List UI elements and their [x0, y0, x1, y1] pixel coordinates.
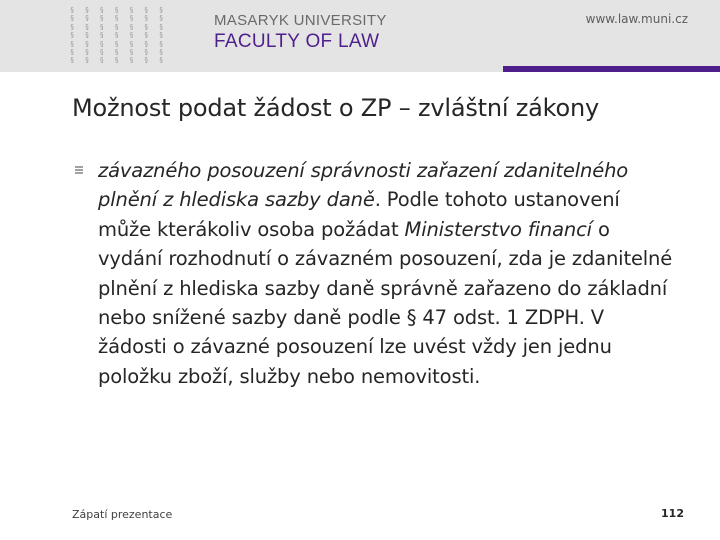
page-number: 112 [661, 507, 684, 520]
bullet-text-part-1: . Podle tohoto ustanovení může kterákoliv osoba požádat [98, 188, 620, 241]
faculty-name: FACULTY OF LAW [214, 31, 380, 52]
header-accent-bar [503, 66, 720, 72]
bullet-marker-icon [75, 166, 83, 174]
bullet-italic-term: závazného posouzení správnosti zařazení zdanitelného plnění z hlediska sazby daně [98, 159, 629, 212]
university-name: MASARYK UNIVERSITY [214, 12, 387, 29]
bullet-text-part-2: o vydání rozhodnutí o závazném posouzení, zda je zdanitelné plnění z hlediska sazby daně správně zařazeno do základní nebo snížené sazby daně podle § 47 odst. 1 ZDPH. V žádosti o závazné posouzení lze uvést vždy jen jednu položku zboží, služby nebo nemovitosti. [98, 217, 673, 388]
footer-text: Zápatí prezentace [72, 508, 173, 521]
slide-header [0, 0, 720, 72]
section-sign-pattern-icon: § § § § § § § § § § § § § § § § § § § § § § § § § § § § § § § § § § § § § § § § § § § § § § § § § [70, 6, 167, 65]
website-url: www.law.muni.cz [585, 12, 688, 26]
slide-title: Možnost podat žádost o ZP – zvláštní zákony [72, 94, 600, 122]
bullet-text [98, 156, 678, 391]
bullet-italic-ministry: Ministerstvo financí [404, 217, 592, 241]
